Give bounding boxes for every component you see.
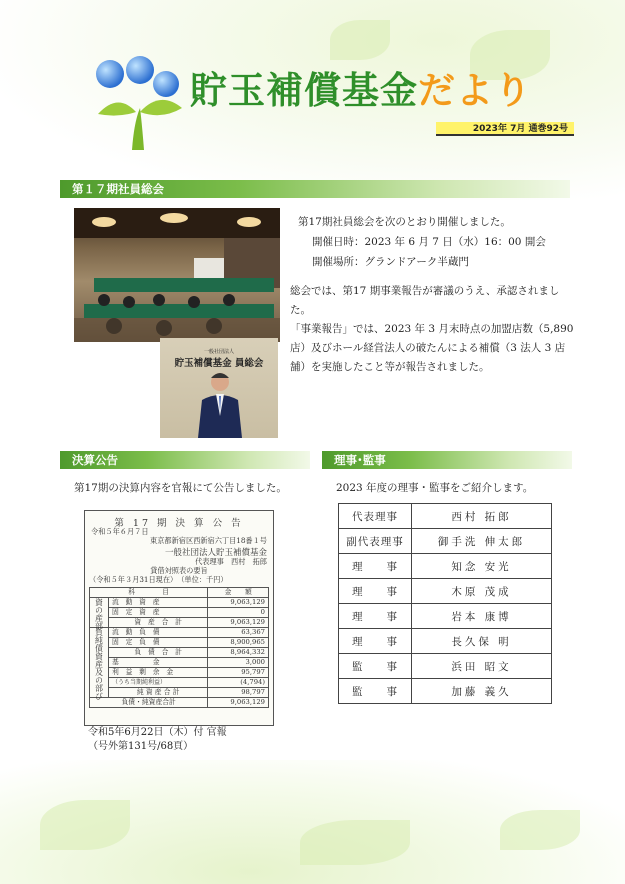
table-row: （うち当期純利益） (4,794) bbox=[90, 678, 269, 688]
director-name: 西村 拓郎 bbox=[412, 504, 552, 529]
table-row bbox=[339, 529, 552, 554]
issue-info: 2023年 7月 通巻92号 bbox=[436, 122, 574, 136]
section-header-settlement: 決算公告 bbox=[60, 451, 310, 469]
meeting-place: 開催場所：グランドアーク半蔵門 bbox=[312, 256, 469, 268]
meeting-intro: 第17期社員総会を次のとおり開催しました。 bbox=[298, 216, 511, 228]
director-role: 副代表理事 bbox=[339, 529, 412, 554]
director-role: 理 事 bbox=[339, 579, 412, 604]
table-row bbox=[339, 629, 552, 654]
director-role: 理 事 bbox=[339, 554, 412, 579]
leaf-decoration bbox=[330, 20, 390, 60]
notice-as-of: （令和５年３月31日現在） （単位：千円） bbox=[89, 575, 228, 584]
speaker-photo bbox=[160, 338, 278, 438]
meeting-date: 開催日時：2023 年 6 月 7 日（水）16：00 開会 bbox=[312, 236, 546, 248]
meeting-paragraph-2: 「事業報告」では、2023 年 3 月末時点の加盟店数（5,890 店）及びホール経営法人の破たんによる補償（3 法人 3 店舗）を実施したこと等が報告されました。 bbox=[290, 323, 574, 373]
directors-intro: 2023 年度の理事・監事をご紹介します。 bbox=[336, 482, 534, 494]
leaf-decoration bbox=[300, 820, 410, 865]
table-row: 資の産部 流 動 資 産 9,063,129 bbox=[90, 598, 269, 608]
table-row: 純 資 産 合 計 98,797 bbox=[90, 688, 269, 698]
director-role: 監 事 bbox=[339, 679, 412, 704]
director-name: 加藤 義久 bbox=[412, 679, 552, 704]
director-name: 浜田 昭文 bbox=[412, 654, 552, 679]
fund-logo-icon bbox=[88, 52, 188, 152]
notice-title: 第 17 期 決 算 公 告 bbox=[114, 518, 244, 529]
notice-subtitle: 貸借対照表の要旨 bbox=[150, 566, 208, 575]
meeting-room-photo bbox=[74, 208, 280, 342]
table-row: 資 産 合 計 9,063,129 bbox=[90, 618, 269, 628]
table-row: 科 目 金 額 bbox=[90, 588, 269, 598]
table-row: 基 金 3,000 bbox=[90, 658, 269, 668]
director-name: 知念 安光 bbox=[412, 554, 552, 579]
table-row bbox=[339, 654, 552, 679]
table-row: 負 債 合 計 8,964,332 bbox=[90, 648, 269, 658]
table-row bbox=[339, 604, 552, 629]
director-role: 理 事 bbox=[339, 604, 412, 629]
table-row: 利 益 剰 余 金 95,797 bbox=[90, 668, 269, 678]
newsletter-title: 貯玉補償基金だより bbox=[190, 69, 532, 112]
leaf-decoration bbox=[500, 810, 580, 850]
director-name: 御手洗 伸太郎 bbox=[412, 529, 552, 554]
table-row: 固 定 負 債 8,900,965 bbox=[90, 638, 269, 648]
table-row: 負純債資産及の部び 流 動 負 債 63,367 bbox=[90, 628, 269, 638]
gazette-reference: 令和5年6月22日（木）付 官報 （号外第131号/68頁） bbox=[88, 727, 227, 752]
balance-sheet-table bbox=[89, 587, 269, 708]
notice-org: 一般社団法人貯玉補償基金 bbox=[164, 548, 267, 558]
director-role: 代表理事 bbox=[339, 504, 412, 529]
settlement-notice bbox=[84, 510, 274, 726]
section-header-general-meeting: 第１７期社員総会 bbox=[60, 180, 570, 198]
table-row: 固 定 資 産 0 bbox=[90, 608, 269, 618]
leaf-decoration bbox=[40, 800, 130, 850]
director-role: 監 事 bbox=[339, 654, 412, 679]
table-row: 負債・純資産合計 9,063,129 bbox=[90, 698, 269, 708]
section-header-directors: 理事･監事 bbox=[322, 451, 572, 469]
notice-address: 東京都新宿区西新宿六丁目18番１号 bbox=[150, 536, 267, 545]
table-row bbox=[339, 579, 552, 604]
settlement-intro: 第17期の決算内容を官報にて公告しました。 bbox=[74, 482, 287, 494]
podium-banner: 一般社団法人 貯玉補償基金 員総会 bbox=[174, 349, 264, 369]
director-name: 木原 茂成 bbox=[412, 579, 552, 604]
notice-date: 令和５年６月７日 bbox=[91, 527, 149, 536]
director-role: 理 事 bbox=[339, 629, 412, 654]
table-row bbox=[339, 554, 552, 579]
director-name: 岩本 康博 bbox=[412, 604, 552, 629]
director-name: 長久保 明 bbox=[412, 629, 552, 654]
meeting-paragraph-1: 総会では、第17 期事業報告が審議のうえ、承認されました。 bbox=[290, 285, 560, 316]
directors-table bbox=[338, 503, 552, 704]
table-row bbox=[339, 504, 552, 529]
notice-rep: 代表理事 西村 拓郎 bbox=[195, 557, 267, 566]
table-row bbox=[339, 679, 552, 704]
